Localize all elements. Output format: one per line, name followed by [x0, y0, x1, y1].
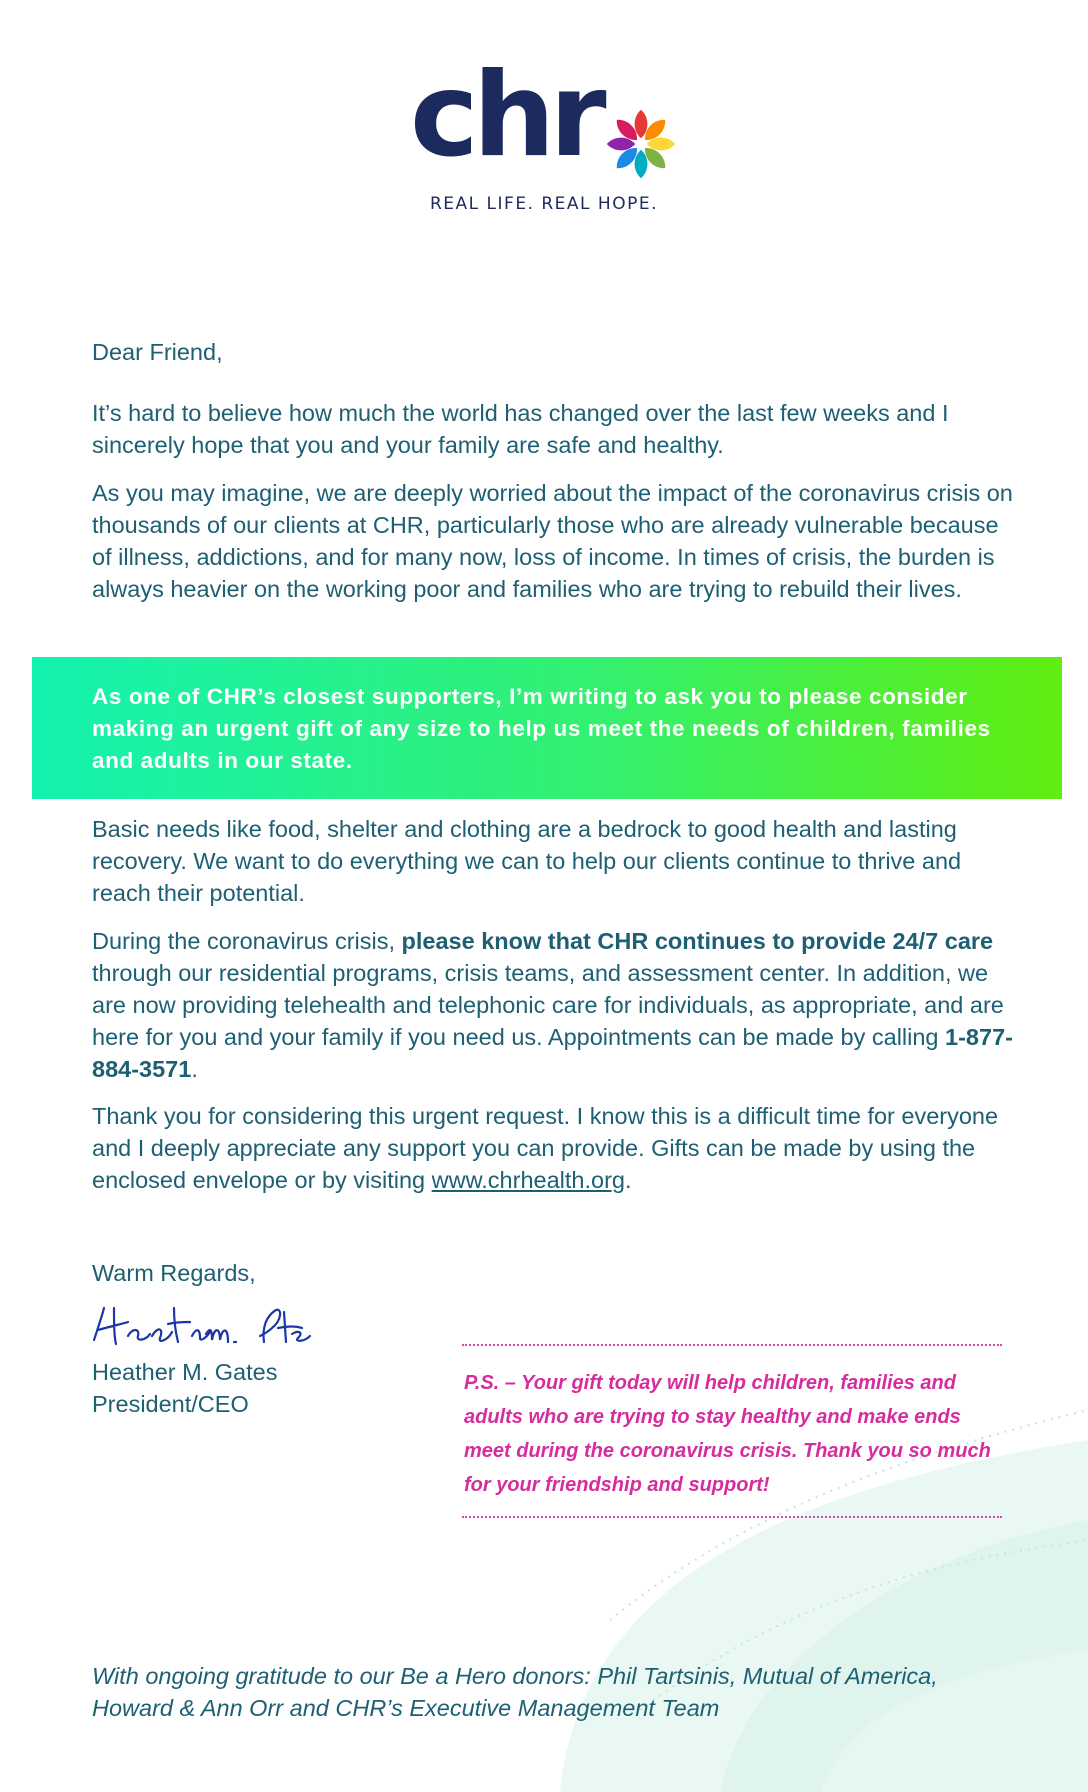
- ps-box: [462, 1344, 1002, 1518]
- paragraph-3: [92, 813, 1022, 909]
- paragraph-4-text: [92, 925, 1022, 1085]
- flower-petal: [607, 138, 636, 151]
- phone-number: 1-877-884-3571: [92, 1024, 1013, 1082]
- paragraph-5: [92, 1100, 1022, 1196]
- salutation: Dear Friend,: [92, 339, 223, 365]
- paragraph-4: [92, 925, 1022, 1085]
- logo-wordmark: chr: [410, 48, 601, 183]
- flower-petal: [635, 110, 648, 139]
- paragraph-5-end: .: [624, 1167, 632, 1193]
- highlight-banner: [32, 657, 1062, 799]
- flower-petal: [635, 150, 648, 179]
- website-link[interactable]: www.chrhealth.org: [431, 1167, 625, 1193]
- ps-text: P.S. – Your gift today will help children, families and adults who are trying to stay healthy and make ends meet during the coronavirus crisis. Thank you so much for your friendship and support!: [464, 1372, 991, 1496]
- paragraph-5-start: Thank you for considering this urgent request. I know this is a difficult time for everyone and I deeply appreciate any support you can provide. Gifts can be made by using the enclosed envelope or by visiting: [92, 1103, 999, 1193]
- signer-name: Heather M. Gates: [92, 1359, 278, 1385]
- paragraph-1: [92, 397, 1022, 461]
- paragraph-5-text: [92, 1100, 1022, 1196]
- flower-petal: [647, 138, 676, 151]
- paragraph-1-text: It’s hard to believe how much the world has changed over the last few weeks and I sincerely hope that you and your family are safe and healthy.: [92, 400, 949, 458]
- donor-acknowledgement: With ongoing gratitude to our Be a Hero donors: Phil Tartsinis, Mutual of America, Howard & Ann Orr and CHR’s Executive Management Team: [92, 1663, 938, 1721]
- paragraph-4-bold: please know that CHR continues to provide 24/7 care: [401, 928, 994, 954]
- highlight-text: As one of CHR’s closest supporters, I’m writing to ask you to please consider making an urgent gift of any size to help us meet the needs of children, families and adults in our state.: [92, 684, 991, 773]
- handwritten-signature: [88, 1298, 318, 1358]
- paragraph-2-text: As you may imagine, we are deeply worried about the impact of the coronavirus crisis on thousands of our clients at CHR, particularly those who are already vulnerable because of illness, addictions, and for many now, loss of income. In times of crisis, the burden is always heavier on the working poor and families who are trying to rebuild their lives.: [92, 480, 1013, 602]
- closing: Warm Regards,: [92, 1260, 256, 1286]
- paragraph-4-middle: through our residential programs, crisis teams, and assessment center. In addition, we are now providing telehealth and telephonic care for individuals, as appropriate, and are here for you and your family if you need us. Appointments can be made by calling: [92, 960, 1004, 1050]
- logo-tagline: REAL LIFE. REAL HOPE.: [430, 194, 658, 214]
- paragraph-2: [92, 477, 1022, 605]
- flower-petal-icon: [603, 106, 679, 182]
- signer-title: President/CEO: [92, 1391, 249, 1417]
- chr-logo: [410, 48, 700, 220]
- paragraph-3-text: Basic needs like food, shelter and clothing are a bedrock to good health and lasting recovery. We want to do everything we can to help our clients continue to thrive and reach their potential.: [92, 816, 962, 906]
- paragraph-4-end: .: [191, 1056, 198, 1082]
- paragraph-4-start: During the coronavirus crisis,: [92, 928, 402, 954]
